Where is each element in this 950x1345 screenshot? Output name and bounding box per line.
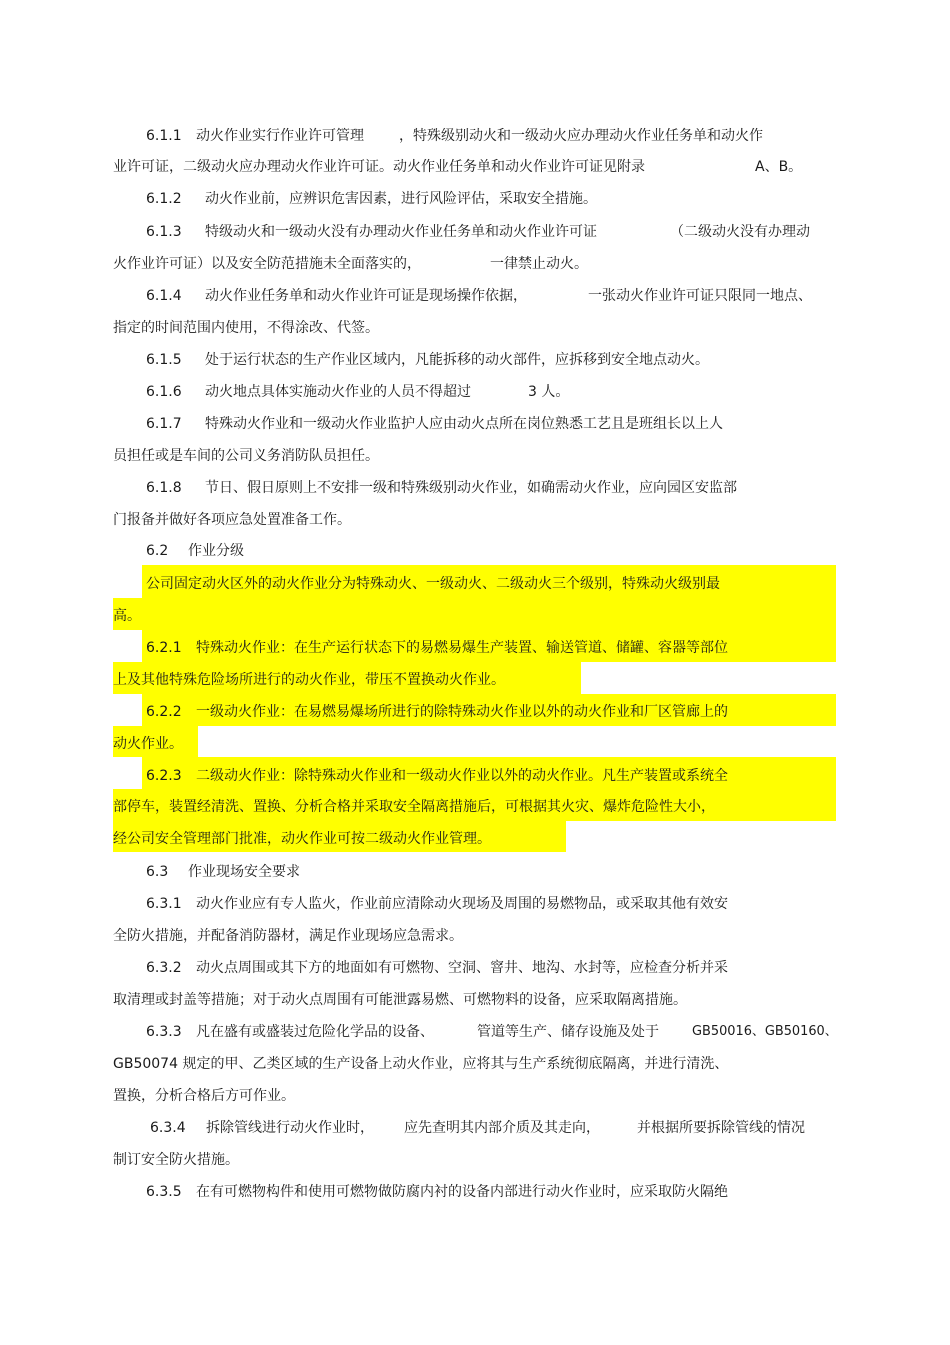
- clause-number: 6.1.2: [146, 191, 182, 207]
- clause-text: 凡在盛有或盛装过危险化学品的设备、: [196, 1024, 434, 1040]
- clause-text: 一级动火作业：在易燃易爆场所进行的除特殊动火作业以外的动火作业和厂区管廊上的: [196, 704, 728, 720]
- clause-number: 6.1.6: [146, 384, 182, 400]
- clause-text: 取清理或封盖等措施；对于动火点周围有可能泄露易燃、可燃物料的设备，应采取隔离措施。: [113, 992, 687, 1008]
- clause-number: 6.3.3: [146, 1024, 182, 1040]
- clause-text: 一律禁止动火。: [490, 256, 588, 272]
- clause-number: 6.2.2: [146, 704, 182, 720]
- clause-number: 6.1.5: [146, 352, 182, 368]
- clause-text: 全防火措施，并配备消防器材，满足作业现场应急需求。: [113, 928, 463, 944]
- clause-text: 特级动火和一级动火没有办理动火作业任务单和动火作业许可证: [205, 224, 597, 240]
- clause-text: 动火地点具体实施动火作业的人员不得超过: [205, 384, 471, 400]
- clause-text: 动火作业任务单和动火作业许可证是现场操作依据，: [205, 288, 527, 304]
- clause-number: 6.3.5: [146, 1184, 182, 1200]
- clause-text: 3 人。: [528, 384, 570, 400]
- clause-text: 高。: [113, 608, 141, 624]
- clause-number: 6.3.4: [150, 1120, 186, 1136]
- clause-text: 一张动火作业许可证只限同一地点、: [588, 288, 812, 304]
- heading-text: 作业现场安全要求: [188, 864, 300, 880]
- clause-number: 6.3: [146, 864, 169, 880]
- clause-number: 6.2.3: [146, 768, 182, 784]
- standard-reference: GB50016、GB50160、: [692, 1024, 838, 1039]
- clause-text: 节日、假日原则上不安排一级和特殊级别动火作业，如确需动火作业，应向园区安监部: [205, 480, 737, 496]
- clause-text: 处于运行状态的生产作业区域内，凡能拆移的动火部件，应拆移到安全地点动火。: [205, 352, 709, 368]
- clause-text: 制订安全防火措施。: [113, 1152, 239, 1168]
- clause-text: 经公司安全管理部门批准，动火作业可按二级动火作业管理。: [113, 831, 491, 847]
- clause-number: 6.1.3: [146, 224, 182, 240]
- clause-number: 6.3.2: [146, 960, 182, 976]
- clause-text: 特殊动火作业和一级动火作业监护人应由动火点所在岗位熟悉工艺且是班组长以上人: [205, 416, 723, 432]
- clause-text: GB50074 规定的甲、乙类区域的生产设备上动火作业，应将其与生产系统彻底隔离，并进行清洗、: [113, 1056, 729, 1072]
- clause-text: 拆除管线进行动火作业时，: [206, 1120, 374, 1136]
- clause-text: 动火作业。: [113, 736, 183, 752]
- clause-text: （二级动火没有办理动: [670, 224, 810, 240]
- clause-text: 业许可证，二级动火应办理动火作业许可证。动火作业任务单和动火作业许可证见附录: [113, 159, 645, 175]
- clause-text: 特殊动火作业：在生产运行状态下的易燃易爆生产装置、输送管道、储罐、容器等部位: [196, 640, 728, 656]
- clause-number: 6.1.4: [146, 288, 182, 304]
- clause-text: 在有可燃物构件和使用可燃物做防腐内衬的设备内部进行动火作业时，应采取防火隔绝: [196, 1184, 728, 1200]
- clause-text: 火作业许可证）以及安全防范措施未全面落实的，: [113, 256, 421, 272]
- clause-text: 置换，分析合格后方可作业。: [113, 1088, 295, 1104]
- highlight-6-2-0-b: [113, 598, 836, 630]
- clause-text: 动火作业实行作业许可管理: [196, 128, 364, 144]
- clause-text: 公司固定动火区外的动火作业分为特殊动火、一级动火、二级动火三个级别，特殊动火级别最: [146, 576, 720, 592]
- clause-number: 6.1.1: [146, 128, 182, 144]
- clause-text: 并根据所要拆除管线的情况: [637, 1120, 805, 1136]
- heading-text: 作业分级: [188, 543, 244, 559]
- clause-text: 二级动火作业：除特殊动火作业和一级动火作业以外的动火作业。凡生产装置或系统全: [196, 768, 728, 784]
- clause-text: 部停车，装置经清洗、置换、分析合格并采取安全隔离措施后，可根据其火灾、爆炸危险性大小，: [113, 799, 715, 815]
- clause-text: ，特殊级别动火和一级动火应办理动火作业任务单和动火作: [399, 128, 763, 144]
- clause-text: 应先查明其内部介质及其走向，: [404, 1120, 600, 1136]
- clause-number: 6.1.7: [146, 416, 182, 432]
- clause-text: 动火作业应有专人监火，作业前应清除动火现场及周围的易燃物品，或采取其他有效安: [196, 896, 728, 912]
- clause-text: 上及其他特殊危险场所进行的动火作业，带压不置换动火作业。: [113, 672, 505, 688]
- clause-text: 门报备并做好各项应急处置准备工作。: [113, 512, 351, 528]
- clause-text: 员担任或是车间的公司义务消防队员担任。: [113, 448, 379, 464]
- clause-text: 动火点周围或其下方的地面如有可燃物、空洞、窨井、地沟、水封等，应检查分析并采: [196, 960, 728, 976]
- clause-number: 6.1.8: [146, 480, 182, 496]
- clause-text: 指定的时间范围内使用，不得涂改、代签。: [113, 320, 379, 336]
- clause-text: 管道等生产、储存设施及处于: [477, 1024, 659, 1040]
- clause-number: 6.2: [146, 543, 169, 559]
- appendix-reference: A、B。: [755, 159, 803, 175]
- clause-number: 6.3.1: [146, 896, 182, 912]
- clause-number: 6.2.1: [146, 640, 182, 656]
- clause-text: 动火作业前，应辨识危害因素，进行风险评估，采取安全措施。: [205, 191, 597, 207]
